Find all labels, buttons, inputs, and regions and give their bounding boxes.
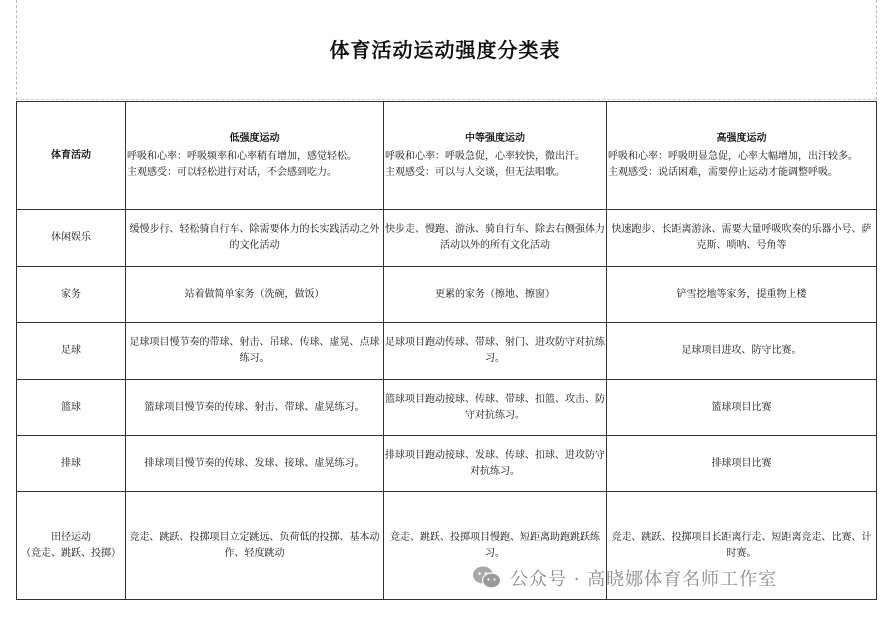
cell-low: 竞走、跳跃、投掷项目立定跳远、负荷低的投掷、基本动作、轻度跳动	[126, 492, 384, 600]
intensity-table	[16, 101, 877, 600]
header-medium	[384, 102, 607, 210]
cell-low: 篮球项目慢节奏的传球、射击、带球、虚晃练习。	[126, 380, 384, 436]
row-label: 家务	[17, 267, 126, 323]
page-title: 体育活动运动强度分类表	[329, 38, 561, 62]
cell-high: 铲雪挖地等家务，提重物上楼	[607, 267, 877, 323]
header-low-title: 低强度运动	[229, 132, 280, 144]
cell-medium: 篮球项目跑动接球、传球、带球、扣篮、攻击、防守对抗练习。	[384, 380, 607, 436]
row-label: 篮球	[17, 380, 126, 436]
row-label: 休闲娱乐	[17, 210, 126, 267]
table-row	[17, 436, 877, 492]
header-row-label: 体育活动	[17, 102, 126, 210]
page-border-bottom	[16, 99, 876, 100]
header-high	[607, 102, 877, 210]
table-row	[17, 210, 877, 267]
row-label: 排球	[17, 436, 126, 492]
cell-low: 站着做简单家务（洗碗，做饭）	[126, 267, 384, 323]
cell-low: 排球项目慢节奏的传球、发球、接球、虚晃练习。	[126, 436, 384, 492]
header-high-line: 主观感受：说话困难，需要停止运动才能调整呼吸。	[608, 166, 838, 178]
header-low-line: 呼吸和心率：呼吸频率和心率稍有增加，感觉轻松。	[127, 150, 357, 162]
header-row	[17, 102, 877, 210]
row-label	[17, 492, 126, 600]
header-high-line: 呼吸和心率：呼吸明显急促，心率大幅增加，出汗较多。	[608, 150, 858, 162]
cell-high: 排球项目比赛	[607, 436, 877, 492]
header-low	[126, 102, 384, 210]
header-medium-title: 中等强度运动	[465, 132, 525, 144]
watermark-text: 公众号 · 高晓娜体育名师工作室	[510, 569, 778, 590]
cell-high: 足球项目进攻、防守比赛。	[607, 323, 877, 380]
row-label: 足球	[17, 323, 126, 380]
header-high-title: 高强度运动	[716, 132, 767, 144]
watermark	[472, 563, 777, 593]
table-row	[17, 323, 877, 380]
table-row	[17, 267, 877, 323]
cell-medium: 排球项目跑动接球、发球、传球、扣球、进攻防守对抗练习。	[384, 436, 607, 492]
cell-medium: 快步走、慢跑、游泳、骑自行车、除去右侧强体力活动以外的所有文化活动	[384, 210, 607, 267]
header-medium-line: 呼吸和心率：呼吸急促，心率较快，微出汗。	[385, 150, 585, 162]
header-medium-line: 主观感受：可以与人交谈，但无法唱歌。	[385, 166, 565, 178]
row-label-main: 田径运动	[51, 531, 91, 543]
cell-low: 足球项目慢节奏的带球、射击、吊球、传球、虚晃、点球练习。	[126, 323, 384, 380]
cell-medium: 更累的家务（擦地、擦窗）	[384, 267, 607, 323]
cell-high: 竞走、跳跃、投掷项目长距离行走、短距离竞走、比赛、计时赛。	[607, 492, 877, 600]
cell-low: 缓慢步行、轻松骑自行车、除需要体力的长实践活动之外的文化活动	[126, 210, 384, 267]
cell-high: 快速跑步、长距离游泳、需要大量呼吸吹奏的乐器小号、萨克斯、唢呐、号角等	[607, 210, 877, 267]
wechat-icon	[472, 565, 502, 591]
cell-medium: 足球项目跑动传球、带球、射门、进攻防守对抗练习。	[384, 323, 607, 380]
header-low-line: 主观感受：可以轻松进行对话，不会感到吃力。	[127, 166, 337, 178]
cell-high: 篮球项目比赛	[607, 380, 877, 436]
row-label-sub: （竞走、跳跃、投掷）	[21, 547, 121, 559]
cell-medium: 竞走、跳跃、投掷项目慢跑、短距离助跑跳跃练习。	[384, 492, 607, 600]
table-row	[17, 380, 877, 436]
